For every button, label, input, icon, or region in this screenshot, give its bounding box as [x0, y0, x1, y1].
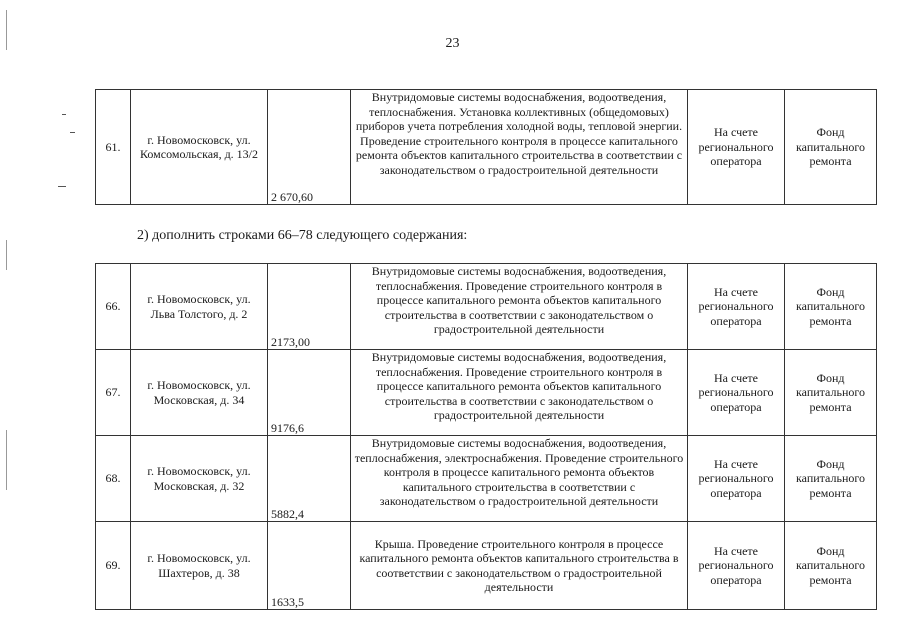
cost-cell: 2173,00 — [268, 264, 351, 350]
scan-margin-mark — [58, 186, 66, 187]
table-row — [96, 522, 877, 610]
scan-margin-mark — [70, 132, 75, 133]
work-description-cell: Внутридомовые системы водоснабжения, водоотведения, теплоснабжения. Проведение строительного контроля в процессе капитального ремонта объектов капитального строительства в соответствии с законодательством о градостроительной деятельности — [351, 350, 688, 436]
table-continued — [95, 89, 877, 205]
cost-cell: 5882,4 — [268, 436, 351, 522]
table-row — [96, 350, 877, 436]
work-description-cell: Внутридомовые системы водоснабжения, водоотведения, теплоснабжения. Установка коллективных (общедомовых) приборов учета потребления холодной воды, тепловой энергии. Проведение строительного контроля в процессе капитального ремонта объектов капитального строительства в соответствии с законодательством о градостроительной деятельности — [351, 90, 688, 205]
work-description-cell: Внутридомовые системы водоснабжения, водоотведения, теплоснабжения, электроснабжения. Проведение строительного контроля в процессе капитального ремонта объектов капитального строительства в соответствии с законодательством о градостроительной деятельности — [351, 436, 688, 522]
table-body — [96, 90, 877, 205]
funding-source-cell: Фонд капитального ремонта — [785, 436, 877, 522]
funding-source-cell: Фонд капитального ремонта — [785, 522, 877, 610]
account-type-cell: На счете регионального оператора — [688, 90, 785, 205]
scan-edge-mark — [6, 430, 7, 490]
cost-cell: 1633,5 — [268, 522, 351, 610]
work-description-cell: Крыша. Проведение строительного контроля в процессе капитального ремонта объектов капитального строительства в соответствии с законодательством о градостроительной деятельности — [351, 522, 688, 610]
table-body — [96, 264, 877, 610]
address-cell: г. Новомосковск, ул. Шахтеров, д. 38 — [131, 522, 268, 610]
cost-cell: 2 670,60 — [268, 90, 351, 205]
account-type-cell: На счете регионального оператора — [688, 264, 785, 350]
row-number: 61. — [96, 90, 131, 205]
table-row — [96, 90, 877, 205]
cost-cell: 9176,6 — [268, 350, 351, 436]
address-cell: г. Новомосковск, ул. Комсомольская, д. 13/2 — [131, 90, 268, 205]
address-cell: г. Новомосковск, ул. Льва Толстого, д. 2 — [131, 264, 268, 350]
table-row — [96, 436, 877, 522]
row-number: 67. — [96, 350, 131, 436]
funding-source-cell: Фонд капитального ремонта — [785, 90, 877, 205]
row-number: 69. — [96, 522, 131, 610]
account-type-cell: На счете регионального оператора — [688, 522, 785, 610]
scan-margin-mark — [62, 114, 66, 115]
row-number: 66. — [96, 264, 131, 350]
address-cell: г. Новомосковск, ул. Московская, д. 34 — [131, 350, 268, 436]
account-type-cell: На счете регионального оператора — [688, 436, 785, 522]
row-number: 68. — [96, 436, 131, 522]
table-new-rows — [95, 263, 877, 610]
funding-source-cell: Фонд капитального ремонта — [785, 350, 877, 436]
instruction-text: 2) дополнить строками 66–78 следующего содержания: — [137, 228, 468, 243]
scan-edge-mark — [6, 240, 7, 270]
funding-source-cell: Фонд капитального ремонта — [785, 264, 877, 350]
address-cell: г. Новомосковск, ул. Московская, д. 32 — [131, 436, 268, 522]
work-description-cell: Внутридомовые системы водоснабжения, водоотведения, теплоснабжения. Проведение строительного контроля в процессе капитального ремонта объектов капитального строительства в соответствии с законодательством о градостроительной деятельности — [351, 264, 688, 350]
page-number: 23 — [445, 36, 460, 51]
table-row — [96, 264, 877, 350]
account-type-cell: На счете регионального оператора — [688, 350, 785, 436]
